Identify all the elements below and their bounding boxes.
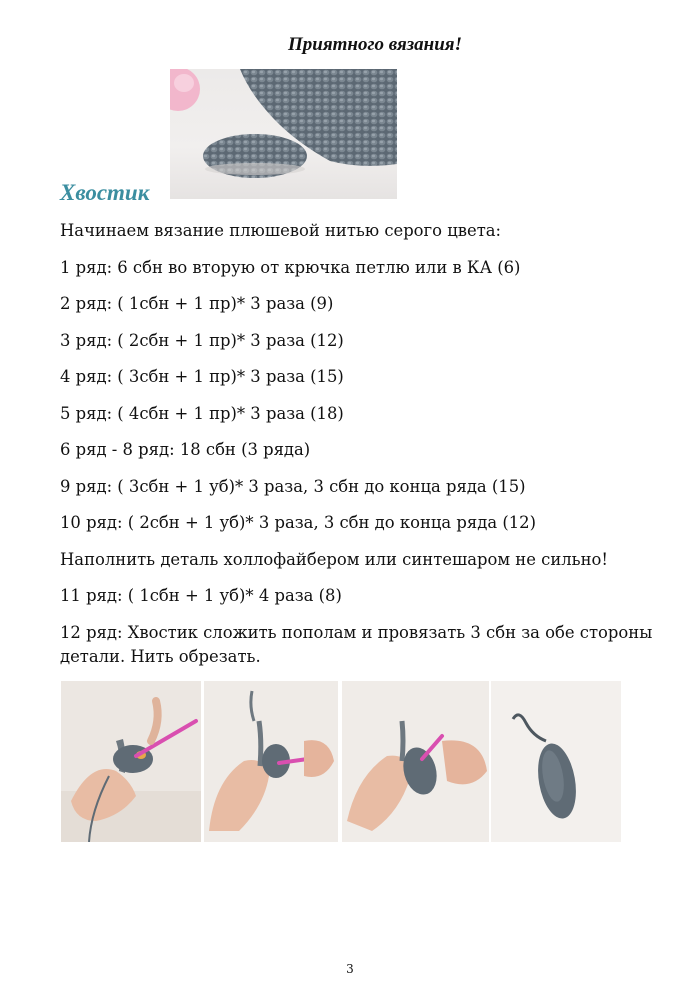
stuffing-note: Наполнить деталь холлофайбером или синтешаром не сильно! [60,549,608,569]
pattern-instructions [60,219,660,681]
step-photo-4 [491,681,621,842]
row-4: 4 ряд: ( 3сбн + 1 пр)* 3 раза (15) [60,367,344,386]
closing-greeting: Приятного вязания! [288,34,462,55]
rows-6-8: 6 ряд - 8 ряд: 18 сбн (3 ряда) [60,440,311,459]
row-3: 3 ряд: ( 2сбн + 1 пр)* 3 раза (12) [60,330,344,350]
row-12: 12 ряд: Хвостик сложить пополам и провязать 3 сбн за обе стороны детали. Нить обрезать. [60,622,653,666]
bunny-feet-photo [170,69,397,199]
row-10: 10 ряд: ( 2сбн + 1 уб)* 3 раза, 3 сбн до конца ряда (12) [60,513,536,532]
row-11: 11 ряд: ( 1сбн + 1 уб)* 4 раза (8) [60,586,342,605]
section-title-tail: Хвостик [60,180,150,205]
row-2: 2 ряд: ( 1сбн + 1 пр)* 3 раза (9) [60,294,334,313]
page-number: 3 [346,962,354,976]
row-1: 1 ряд: 6 сбн во вторую от крючка петлю или в КА (6) [60,257,521,277]
intro-text: Начинаем вязание плюшевой нитью серого цвета: [60,221,502,240]
step-photo-1 [61,681,201,842]
step-photo-2 [204,681,338,842]
row-9: 9 ряд: ( 3сбн + 1 уб)* 3 раза, 3 сбн до конца ряда (15) [60,476,526,496]
step-photo-3 [342,681,489,842]
row-5: 5 ряд: ( 4сбн + 1 пр)* 3 раза (18) [60,403,344,423]
